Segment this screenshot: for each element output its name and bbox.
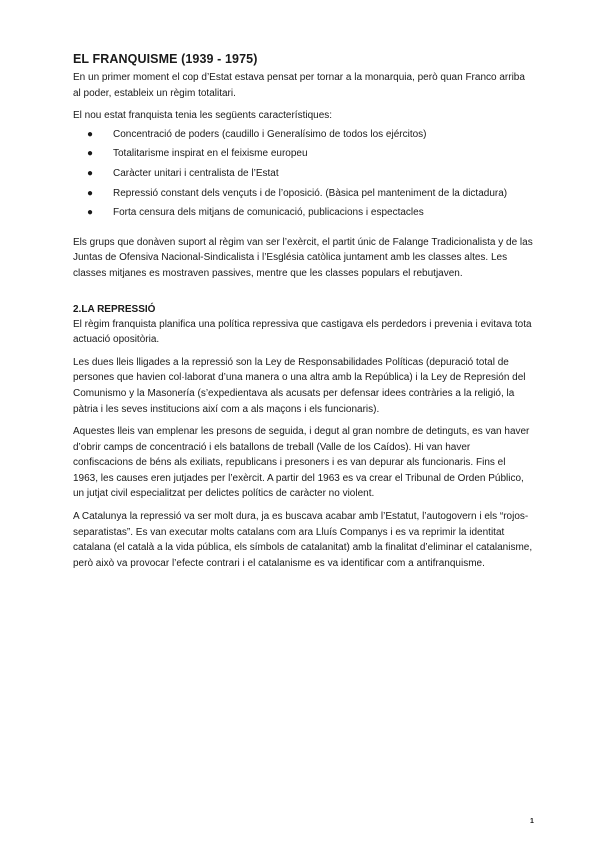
list-item-text: Repressió constant dels vençuts i de l’oposició. (Bàsica pel manteniment de la dictadura) xyxy=(113,187,508,199)
section-heading: 2.LA REPRESSIÓ xyxy=(73,303,156,315)
list-item-text: Totalitarisme inspirat en el feixisme europeu xyxy=(113,148,308,160)
intro-paragraph: En un primer moment el cop d’Estat estava pensat per tornar a la monarquia, però quan Franco arriba al poder, estableix un règim totalitari. xyxy=(73,72,525,99)
list-item-text: Concentració de poders (caudillo i Generalísimo de todos los ejércitos) xyxy=(113,128,427,140)
section-paragraph: A Catalunya la repressió va ser molt dura, ja es buscava acabar amb l’Estatut, l’autogovern i els “rojos-separatistas”. Es van executar molts catalans com ara Lluís Companys i es va reprimir la identitat catalana (el català a la vida pública, els símbols de catalanitat) amb la finalitat d’eliminar el catalanisme, però això va provocar l’efecte contrari i el catalanisme es va identificar com a antifranquisme. xyxy=(73,511,533,569)
section-paragraph: El règim franquista planifica una política repressiva que castigava els perdedors i prevenia i evitava tota actuació opositòria. xyxy=(73,318,532,346)
intro-paragraph: El nou estat franquista tenia les següents característiques: xyxy=(73,110,333,122)
bullet-icon: ● xyxy=(87,187,94,199)
bullet-icon: ● xyxy=(87,148,94,160)
section-paragraph: Aquestes lleis van emplenar les presons de seguida, i degut al gran nombre de detinguts, es van haver d’obrir camps de concentració i els batallons de treball (Valle de los Caídos). Hi van haver confiscacions de béns als exiliats, republicans i presoners i es van depurar als funcionaris. Fins el 1963, les causes eren jutjades per l’exèrcit. A partir del 1963 es va crear el Tribunal de Orden Público, un jutjat civil especialitzat per delictes polítics de caràcter no violent. xyxy=(73,426,530,500)
list-item xyxy=(85,127,533,143)
bullet-icon: ● xyxy=(87,167,94,179)
bullet-icon: ● xyxy=(87,128,94,140)
list-item-text: Forta censura dels mitjans de comunicació, publicacions i espectacles xyxy=(113,207,424,219)
document-title: EL FRANQUISME (1939 - 1975) xyxy=(73,52,258,66)
list-item xyxy=(85,146,533,162)
list-item-text: Caràcter unitari i centralista de l’Estat xyxy=(113,167,279,179)
document-page xyxy=(73,52,533,578)
page-number: 1 xyxy=(530,818,534,825)
list-item xyxy=(85,166,533,182)
support-paragraph: Els grups que donàven suport al règim van ser l’exèrcit, el partit únic de Falange Tradicionalista y de las Juntas de Ofensiva Nacional-Sindicalista i l’Església catòlica juntament amb les classes altes. Les classes mitjanes es mostraven passives, mentre que les classes populars el rebutjaven. xyxy=(73,236,533,279)
section-paragraph: Les dues lleis lligades a la repressió son la Ley de Responsabilidades Políticas (depuració total de persones que havien col·laborat d’una manera o una altra amb la República) i la Ley de Represión del Comunismo y la Masonería (s’expedientava als acusats per defensar idees contràries a la religió, la pàtria i les seves institucions així com a als maçons i els funcionaris). xyxy=(73,356,526,415)
bullet-icon: ● xyxy=(87,207,94,219)
list-item xyxy=(85,186,533,202)
list-item xyxy=(85,205,533,221)
spacer xyxy=(73,225,533,235)
characteristics-list xyxy=(73,127,533,221)
